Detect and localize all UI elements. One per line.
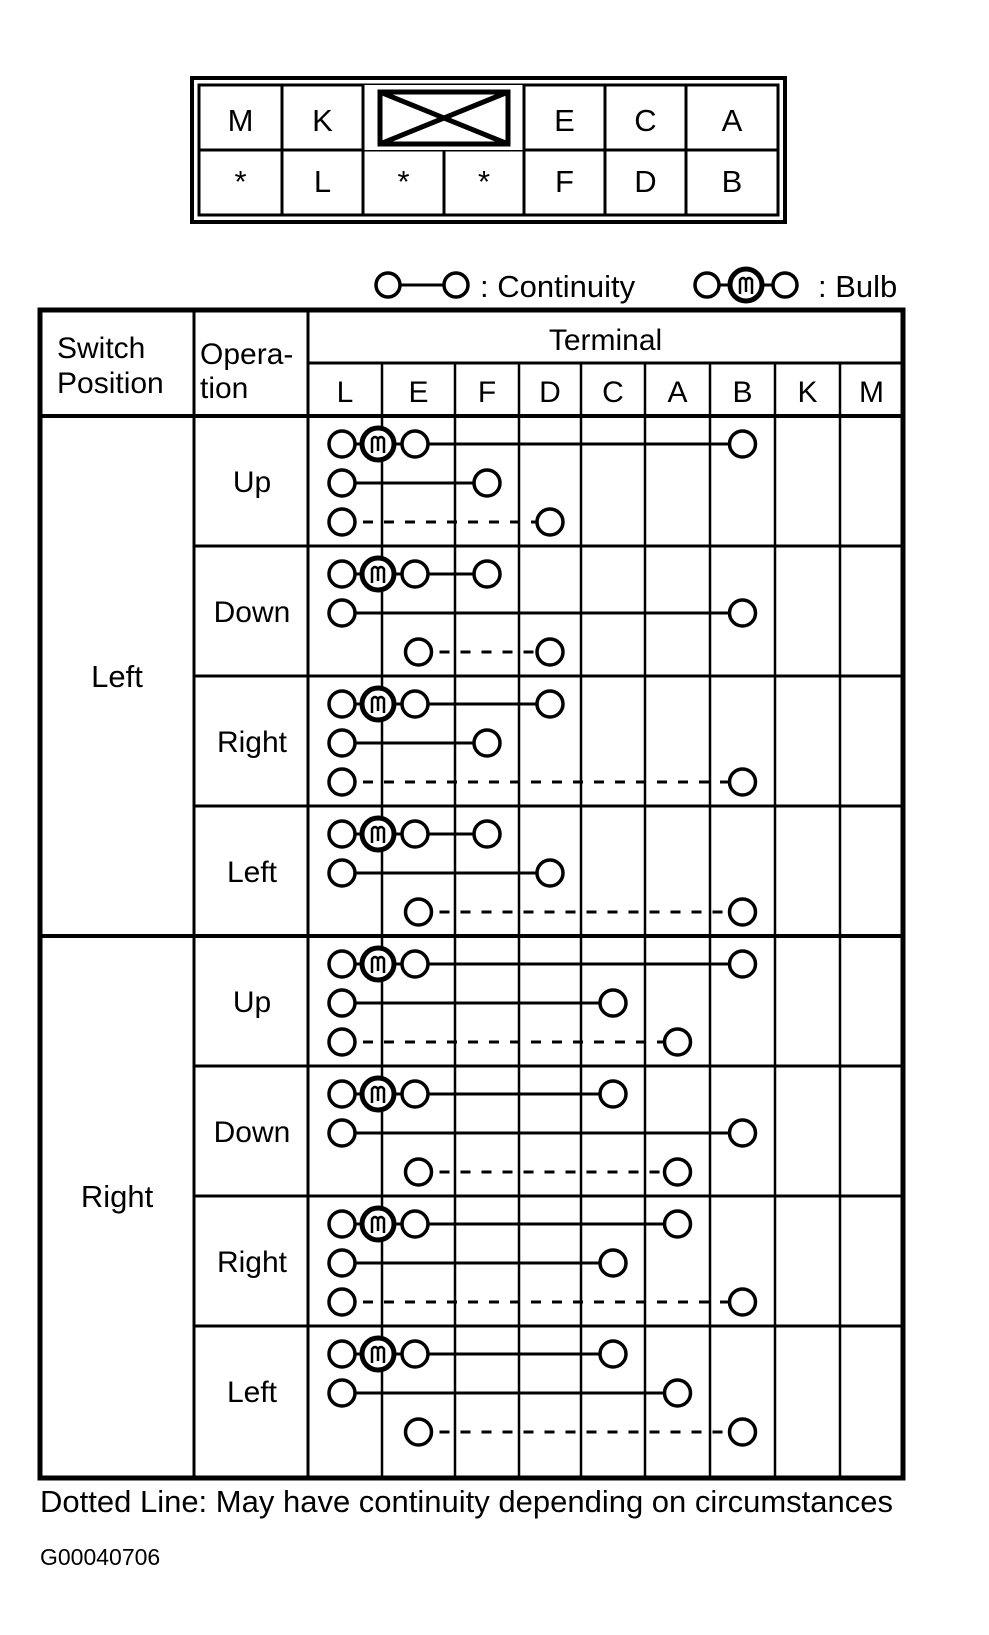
terminal-circle-B bbox=[730, 600, 756, 626]
terminal-circle-A bbox=[665, 1159, 691, 1185]
bulb-symbol bbox=[362, 818, 394, 850]
terminal-circle-L bbox=[329, 431, 355, 457]
terminal-circle-L bbox=[329, 1081, 355, 1107]
operation-right: Right bbox=[216, 726, 288, 759]
terminal-circle-E bbox=[402, 1081, 428, 1107]
legend bbox=[376, 269, 897, 304]
connector-pin-label: A bbox=[721, 103, 743, 138]
bulb-symbol bbox=[362, 1078, 394, 1110]
switch-position-left: Left bbox=[91, 659, 143, 694]
bulb-symbol bbox=[362, 688, 394, 720]
terminal-circle-E bbox=[406, 1419, 432, 1445]
terminal-label-L: L bbox=[336, 376, 354, 409]
terminal-circle-B bbox=[730, 1120, 756, 1146]
terminal-label-A: A bbox=[667, 376, 688, 409]
terminal-circle-E bbox=[402, 691, 428, 717]
terminal-circle-F bbox=[474, 821, 500, 847]
connector-pin-label: D bbox=[634, 164, 657, 199]
terminal-circle-D bbox=[537, 639, 563, 665]
terminal-circle-D bbox=[537, 860, 563, 886]
legend-bulb-label: : Bulb bbox=[818, 269, 898, 304]
legend-bulb-symbol bbox=[695, 269, 797, 301]
bulb-symbol bbox=[362, 558, 394, 590]
footnote: Dotted Line: May have continuity depending on circumstances bbox=[40, 1484, 893, 1519]
terminal-circle-C bbox=[600, 1341, 626, 1367]
terminal-circle-E bbox=[402, 951, 428, 977]
terminal-circle-D bbox=[537, 509, 563, 535]
terminal-circle-E bbox=[402, 1341, 428, 1367]
figure-id: G00040706 bbox=[40, 1544, 161, 1570]
connector-pin-label: * bbox=[477, 164, 491, 199]
terminal-circle-E bbox=[402, 431, 428, 457]
connector-pin-label: * bbox=[234, 164, 247, 199]
connector-pin-label: M bbox=[227, 103, 254, 138]
terminal-circle-A bbox=[665, 1380, 691, 1406]
operation-right: Right bbox=[216, 1246, 288, 1279]
terminal-circle-C bbox=[600, 1250, 626, 1276]
terminal-circle-L bbox=[329, 1250, 355, 1276]
bulb-symbol bbox=[362, 1338, 394, 1370]
terminal-circle-E bbox=[406, 1159, 432, 1185]
operation-down: Down bbox=[213, 1116, 291, 1149]
terminal-circle-C bbox=[600, 1081, 626, 1107]
terminal-circle-E bbox=[402, 1211, 428, 1237]
terminal-circle-L bbox=[329, 1120, 355, 1146]
terminal-label-K: K bbox=[797, 376, 818, 409]
continuity-table bbox=[40, 310, 903, 1478]
operation-up: Up bbox=[232, 466, 272, 499]
header-operation: tion bbox=[200, 372, 249, 405]
switch-position-right: Right bbox=[80, 1179, 154, 1214]
terminal-label-M: M bbox=[859, 376, 884, 409]
terminal-circle-L bbox=[329, 1380, 355, 1406]
connector-diagram bbox=[192, 78, 785, 222]
terminal-circle-E bbox=[406, 639, 432, 665]
operation-down: Down bbox=[213, 596, 291, 629]
bulb-symbol bbox=[362, 428, 394, 460]
terminal-circle-L bbox=[329, 769, 355, 795]
terminal-circle-F bbox=[474, 730, 500, 756]
terminal-circle-D bbox=[537, 691, 563, 717]
terminal-circle-B bbox=[730, 951, 756, 977]
terminal-circle-L bbox=[329, 600, 355, 626]
connector-pin-label: E bbox=[554, 103, 575, 138]
terminal-label-E: E bbox=[408, 376, 429, 409]
operation-up: Up bbox=[232, 986, 272, 1019]
terminal-circle-L bbox=[329, 730, 355, 756]
header-operation: Opera- bbox=[200, 338, 294, 371]
terminal-circle-L bbox=[329, 691, 355, 717]
header-switch-position: Switch bbox=[57, 332, 146, 365]
header-terminal: Terminal bbox=[548, 324, 663, 357]
bulb-symbol bbox=[362, 948, 394, 980]
terminal-circle-B bbox=[730, 899, 756, 925]
terminal-circle-L bbox=[329, 561, 355, 587]
connector-pin-label: F bbox=[555, 164, 574, 199]
connector-pin-label: K bbox=[312, 103, 333, 138]
legend-continuity-label: : Continuity bbox=[480, 269, 636, 304]
terminal-label-F: F bbox=[477, 376, 497, 409]
terminal-circle-L bbox=[329, 1211, 355, 1237]
operation-left: Left bbox=[226, 856, 278, 889]
terminal-circle-B bbox=[730, 769, 756, 795]
terminal-label-B: B bbox=[732, 376, 753, 409]
terminal-circle-B bbox=[730, 1289, 756, 1315]
terminal-label-D: D bbox=[539, 376, 561, 409]
terminal-circle-L bbox=[329, 860, 355, 886]
terminal-circle-B bbox=[730, 431, 756, 457]
terminal-circle-A bbox=[665, 1029, 691, 1055]
terminal-circle-E bbox=[402, 821, 428, 847]
connector-pin-label: * bbox=[397, 164, 410, 199]
connector-pin-label: C bbox=[634, 103, 657, 138]
terminal-circle-L bbox=[329, 509, 355, 535]
bulb-symbol bbox=[362, 1208, 394, 1240]
terminal-circle-F bbox=[474, 470, 500, 496]
terminal-circle-A bbox=[665, 1211, 691, 1237]
terminal-circle-L bbox=[329, 821, 355, 847]
legend-continuity-symbol bbox=[376, 273, 468, 297]
terminal-circle-F bbox=[474, 561, 500, 587]
terminal-circle-E bbox=[406, 899, 432, 925]
terminal-circle-L bbox=[329, 990, 355, 1016]
terminal-circle-L bbox=[329, 951, 355, 977]
terminal-label-C: C bbox=[602, 376, 624, 409]
connector-pin-label: L bbox=[313, 164, 332, 199]
terminal-circle-E bbox=[402, 561, 428, 587]
terminal-circle-L bbox=[329, 1341, 355, 1367]
table-header bbox=[57, 324, 884, 409]
terminal-circle-B bbox=[730, 1419, 756, 1445]
terminal-circle-L bbox=[329, 1029, 355, 1055]
header-switch-position: Position bbox=[57, 367, 164, 400]
terminal-circle-L bbox=[329, 1289, 355, 1315]
terminal-circle-C bbox=[600, 990, 626, 1016]
terminal-circle-L bbox=[329, 470, 355, 496]
connector-pin-label: B bbox=[721, 164, 743, 199]
operation-left: Left bbox=[226, 1376, 278, 1409]
